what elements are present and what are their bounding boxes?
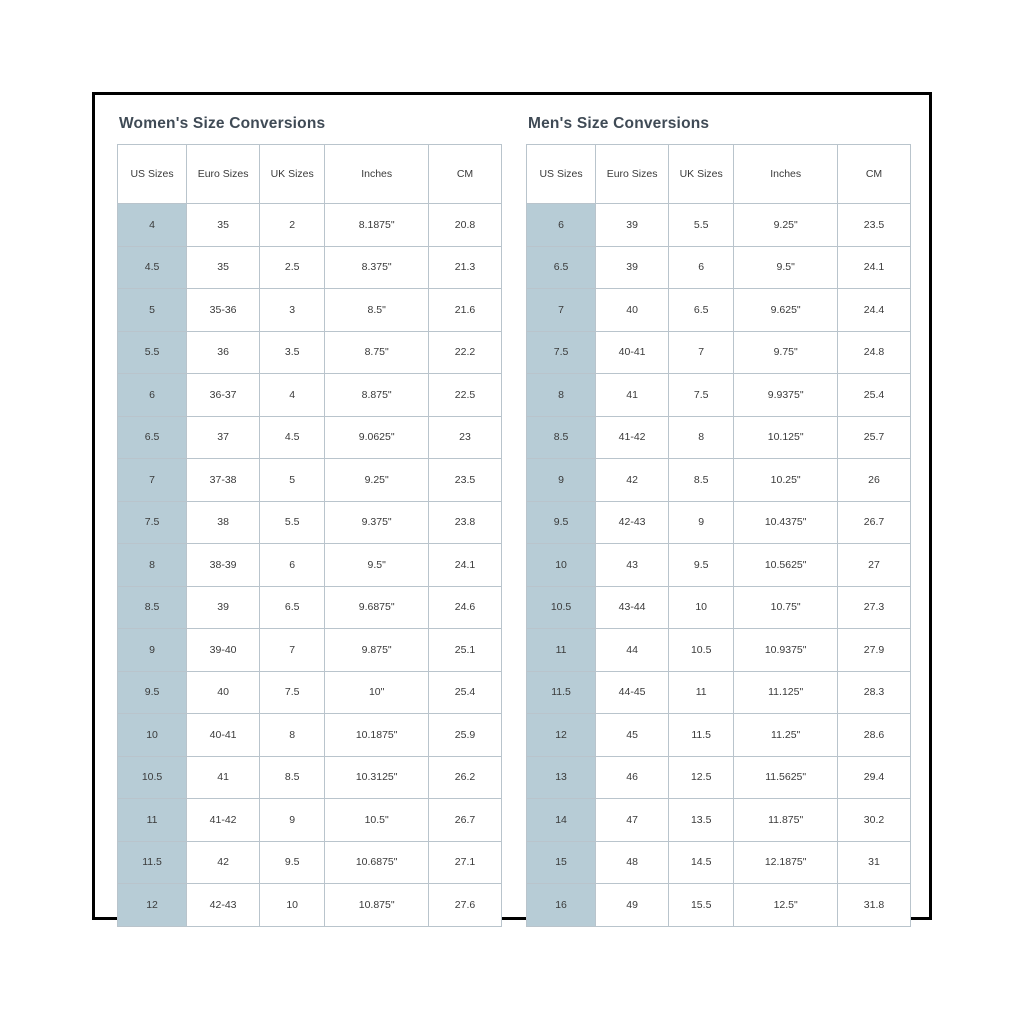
cell-cm: 31 [838,841,911,884]
cell-uk: 15.5 [669,884,734,927]
cell-inches: 10.5" [325,799,429,842]
cell-uk: 6 [260,544,325,587]
mens-table-body [527,204,911,927]
cell-uk: 2.5 [260,246,325,289]
cell-cm: 26.7 [838,501,911,544]
cell-cm: 27.3 [838,586,911,629]
table-row [118,331,502,374]
cell-uk: 6.5 [669,289,734,332]
cell-cm: 26.2 [429,756,502,799]
cell-uk: 9.5 [260,841,325,884]
cell-us: 4.5 [118,246,187,289]
cell-euro: 42 [596,459,669,502]
womens-panel-title: Women's Size Conversions [119,115,326,132]
column-header-inches: Inches [325,145,429,204]
cell-inches: 9.0625" [325,416,429,459]
column-header-euro: Euro Sizes [187,145,260,204]
cell-euro: 40 [596,289,669,332]
cell-cm: 27.1 [429,841,502,884]
cell-uk: 9.5 [669,544,734,587]
cell-uk: 7.5 [669,374,734,417]
column-header-us: US Sizes [527,145,596,204]
cell-inches: 9.6875" [325,586,429,629]
cell-euro: 35 [187,204,260,247]
table-row [527,714,911,757]
cell-uk: 12.5 [669,756,734,799]
cell-uk: 2 [260,204,325,247]
cell-cm: 22.2 [429,331,502,374]
column-header-euro: Euro Sizes [596,145,669,204]
cell-inches: 10.875" [325,884,429,927]
cell-cm: 24.6 [429,586,502,629]
mens-table-head [527,145,911,204]
cell-cm: 31.8 [838,884,911,927]
table-row [527,331,911,374]
cell-euro: 37 [187,416,260,459]
cell-euro: 39 [596,246,669,289]
cell-euro: 38 [187,501,260,544]
cell-inches: 10.4375" [734,501,838,544]
cell-us: 8 [118,544,187,587]
cell-cm: 25.9 [429,714,502,757]
cell-inches: 9.75" [734,331,838,374]
cell-uk: 14.5 [669,841,734,884]
cell-cm: 21.3 [429,246,502,289]
cell-inches: 10.9375" [734,629,838,672]
cell-euro: 37-38 [187,459,260,502]
cell-inches: 12.5" [734,884,838,927]
cell-us: 10.5 [527,586,596,629]
cell-euro: 49 [596,884,669,927]
cell-us: 11.5 [527,671,596,714]
mens-size-table [526,144,911,927]
table-row [118,416,502,459]
cell-us: 5 [118,289,187,332]
cell-us: 10 [527,544,596,587]
cell-uk: 13.5 [669,799,734,842]
cell-uk: 10 [260,884,325,927]
cell-inches: 10" [325,671,429,714]
cell-uk: 10 [669,586,734,629]
cell-cm: 24.8 [838,331,911,374]
womens-table-head [118,145,502,204]
cell-uk: 9 [669,501,734,544]
cell-us: 6 [118,374,187,417]
cell-us: 6.5 [118,416,187,459]
column-header-uk: UK Sizes [260,145,325,204]
cell-us: 9.5 [527,501,596,544]
cell-uk: 11.5 [669,714,734,757]
table-row [527,799,911,842]
cell-inches: 10.125" [734,416,838,459]
cell-uk: 4.5 [260,416,325,459]
cell-uk: 7.5 [260,671,325,714]
cell-inches: 9.25" [734,204,838,247]
table-row [118,671,502,714]
cell-uk: 3 [260,289,325,332]
cell-us: 7 [118,459,187,502]
cell-cm: 27 [838,544,911,587]
table-row [118,586,502,629]
cell-inches: 9.625" [734,289,838,332]
cell-uk: 5.5 [669,204,734,247]
cell-inches: 8.875" [325,374,429,417]
cell-cm: 27.6 [429,884,502,927]
cell-uk: 9 [260,799,325,842]
cell-uk: 6.5 [260,586,325,629]
cell-euro: 43 [596,544,669,587]
cell-cm: 20.8 [429,204,502,247]
cell-inches: 12.1875" [734,841,838,884]
cell-euro: 42-43 [187,884,260,927]
cell-euro: 41-42 [596,416,669,459]
cell-euro: 46 [596,756,669,799]
cell-us: 9.5 [118,671,187,714]
cell-cm: 26 [838,459,911,502]
cell-us: 16 [527,884,596,927]
cell-us: 7.5 [527,331,596,374]
cell-us: 7.5 [118,501,187,544]
table-row [527,416,911,459]
table-row [527,841,911,884]
table-row [527,586,911,629]
cell-cm: 24.4 [838,289,911,332]
cell-euro: 47 [596,799,669,842]
cell-inches: 9.375" [325,501,429,544]
table-row [118,884,502,927]
cell-uk: 4 [260,374,325,417]
cell-us: 12 [527,714,596,757]
cell-euro: 48 [596,841,669,884]
cell-us: 9 [118,629,187,672]
cell-us: 11.5 [118,841,187,884]
cell-us: 6.5 [527,246,596,289]
column-header-cm: CM [429,145,502,204]
size-chart-content [95,95,929,917]
table-row [527,289,911,332]
cell-inches: 10.75" [734,586,838,629]
cell-cm: 27.9 [838,629,911,672]
cell-cm: 21.6 [429,289,502,332]
cell-us: 13 [527,756,596,799]
cell-us: 7 [527,289,596,332]
mens-size-panel [526,115,911,911]
cell-euro: 36-37 [187,374,260,417]
cell-us: 10.5 [118,756,187,799]
cell-inches: 9.9375" [734,374,838,417]
cell-uk: 3.5 [260,331,325,374]
cell-euro: 39-40 [187,629,260,672]
cell-cm: 25.4 [429,671,502,714]
table-row [118,204,502,247]
table-row [118,374,502,417]
cell-uk: 10.5 [669,629,734,672]
cell-uk: 6 [669,246,734,289]
cell-euro: 35-36 [187,289,260,332]
cell-euro: 42 [187,841,260,884]
column-header-cm: CM [838,145,911,204]
table-row [118,841,502,884]
cell-euro: 41 [187,756,260,799]
cell-cm: 25.1 [429,629,502,672]
cell-us: 8.5 [118,586,187,629]
table-header-row [118,145,502,204]
table-row [527,671,911,714]
cell-us: 11 [527,629,596,672]
cell-uk: 8 [669,416,734,459]
cell-cm: 29.4 [838,756,911,799]
cell-us: 6 [527,204,596,247]
cell-cm: 22.5 [429,374,502,417]
cell-inches: 9.875" [325,629,429,672]
table-row [527,374,911,417]
table-row [527,204,911,247]
cell-inches: 9.5" [734,246,838,289]
column-header-inches: Inches [734,145,838,204]
cell-euro: 38-39 [187,544,260,587]
cell-uk: 5.5 [260,501,325,544]
cell-us: 15 [527,841,596,884]
cell-us: 8 [527,374,596,417]
cell-euro: 42-43 [596,501,669,544]
cell-inches: 11.5625" [734,756,838,799]
cell-inches: 10.6875" [325,841,429,884]
cell-cm: 25.7 [838,416,911,459]
table-row [527,246,911,289]
cell-uk: 7 [260,629,325,672]
table-row [527,756,911,799]
cell-cm: 28.6 [838,714,911,757]
cell-inches: 8.1875" [325,204,429,247]
cell-us: 12 [118,884,187,927]
cell-cm: 24.1 [838,246,911,289]
cell-us: 9 [527,459,596,502]
table-row [118,544,502,587]
cell-inches: 9.5" [325,544,429,587]
womens-size-table [117,144,502,927]
mens-panel-title: Men's Size Conversions [528,115,710,132]
cell-euro: 44-45 [596,671,669,714]
cell-inches: 8.375" [325,246,429,289]
cell-euro: 39 [187,586,260,629]
table-row [527,544,911,587]
cell-inches: 11.875" [734,799,838,842]
cell-euro: 40-41 [187,714,260,757]
cell-cm: 26.7 [429,799,502,842]
cell-euro: 39 [596,204,669,247]
table-row [527,884,911,927]
womens-size-panel [117,115,502,911]
cell-inches: 10.3125" [325,756,429,799]
table-row [118,459,502,502]
cell-inches: 11.25" [734,714,838,757]
cell-us: 4 [118,204,187,247]
cell-uk: 8.5 [260,756,325,799]
cell-us: 10 [118,714,187,757]
size-chart-frame [92,92,932,920]
cell-cm: 25.4 [838,374,911,417]
cell-inches: 10.5625" [734,544,838,587]
cell-euro: 41-42 [187,799,260,842]
cell-cm: 28.3 [838,671,911,714]
cell-us: 5.5 [118,331,187,374]
cell-inches: 10.1875" [325,714,429,757]
womens-table-body [118,204,502,927]
cell-us: 14 [527,799,596,842]
column-header-uk: UK Sizes [669,145,734,204]
table-header-row [527,145,911,204]
table-row [118,501,502,544]
cell-us: 11 [118,799,187,842]
cell-uk: 8.5 [669,459,734,502]
cell-uk: 7 [669,331,734,374]
cell-cm: 23 [429,416,502,459]
table-row [527,629,911,672]
cell-euro: 45 [596,714,669,757]
cell-euro: 40-41 [596,331,669,374]
cell-inches: 9.25" [325,459,429,502]
cell-euro: 40 [187,671,260,714]
table-row [527,459,911,502]
table-row [118,246,502,289]
cell-euro: 35 [187,246,260,289]
cell-cm: 23.5 [838,204,911,247]
cell-uk: 8 [260,714,325,757]
table-row [118,756,502,799]
cell-uk: 5 [260,459,325,502]
cell-inches: 10.25" [734,459,838,502]
table-row [118,799,502,842]
table-row [118,714,502,757]
cell-euro: 44 [596,629,669,672]
table-row [527,501,911,544]
cell-uk: 11 [669,671,734,714]
cell-cm: 23.5 [429,459,502,502]
cell-euro: 41 [596,374,669,417]
cell-inches: 8.75" [325,331,429,374]
cell-euro: 36 [187,331,260,374]
cell-cm: 23.8 [429,501,502,544]
cell-us: 8.5 [527,416,596,459]
cell-inches: 8.5" [325,289,429,332]
cell-inches: 11.125" [734,671,838,714]
table-row [118,629,502,672]
column-header-us: US Sizes [118,145,187,204]
cell-cm: 30.2 [838,799,911,842]
cell-cm: 24.1 [429,544,502,587]
table-row [118,289,502,332]
cell-euro: 43-44 [596,586,669,629]
